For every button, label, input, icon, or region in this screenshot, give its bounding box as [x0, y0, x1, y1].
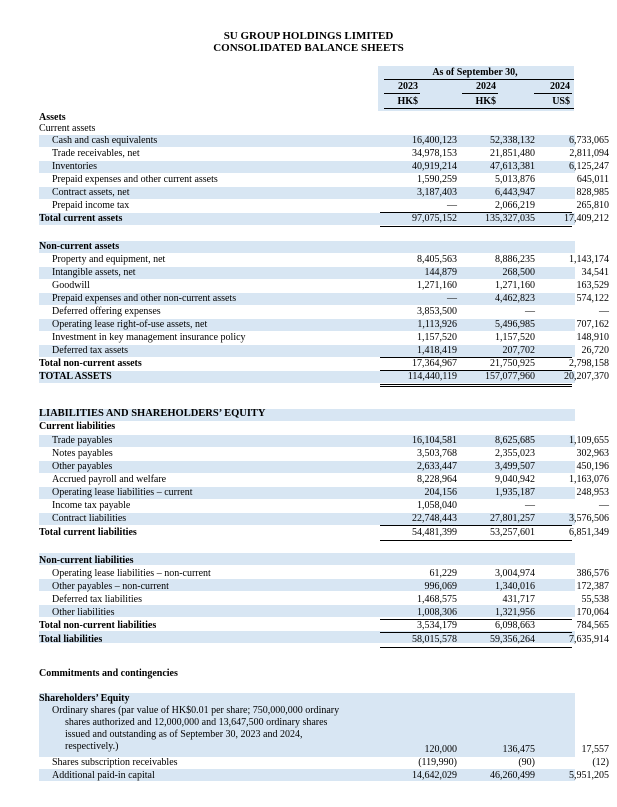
line-label: Operating lease liabilities – current	[52, 487, 193, 498]
line-item	[39, 174, 609, 186]
as-of-label: As of September 30,	[432, 67, 518, 78]
line-item	[39, 474, 609, 486]
value-2023: 1,590,259	[417, 174, 457, 185]
value-2024-hkd: 157,077,960	[485, 371, 535, 382]
value-2024-hkd: 46,260,499	[490, 770, 535, 781]
value-2024-usd: —	[599, 500, 609, 511]
value-2023: 3,503,768	[417, 448, 457, 459]
value-2024-usd: —	[599, 306, 609, 317]
line-label: LIABILITIES AND SHAREHOLDERS’ EQUITY	[39, 408, 266, 419]
currency-hkd-2023: HK$	[397, 96, 418, 107]
line-label: Other payables	[52, 461, 113, 472]
value-2024-hkd: 53,257,601	[490, 527, 535, 538]
value-2023: 144,879	[424, 267, 457, 278]
value-2024-hkd: 8,886,235	[495, 254, 535, 265]
value-2024-hkd: 9,040,942	[495, 474, 535, 485]
line-label: Total non-current liabilities	[39, 620, 157, 631]
line-label: Other payables – non-current	[52, 581, 169, 592]
ordinary-shares-line: issued and outstanding as of September 30, 2023 and 2024,	[65, 729, 303, 740]
line-label: Total non-current assets	[39, 358, 142, 369]
line-item	[39, 123, 575, 135]
value-2024-usd: 163,529	[576, 280, 609, 291]
company-name: SU GROUP HOLDINGS LIMITED	[223, 30, 394, 42]
line-label: Cash and cash equivalents	[52, 135, 158, 146]
line-item	[39, 527, 609, 539]
line-item	[39, 513, 609, 525]
line-item	[39, 135, 609, 147]
value-2024-usd: 1,109,655	[569, 435, 609, 446]
value-2023: 2,633,447	[417, 461, 457, 472]
value-2024-usd: 1,143,174	[569, 254, 609, 265]
value-2023: 58,015,578	[412, 634, 457, 645]
line-item	[39, 371, 609, 383]
value-2024-hkd: 2,066,219	[495, 200, 535, 211]
line-label: Non-current liabilities	[39, 555, 134, 566]
value-2023: 8,405,563	[417, 254, 457, 265]
line-label: Trade payables	[52, 435, 113, 446]
value-2024-hkd: 2,355,023	[495, 448, 535, 459]
value-2024-hkd: —	[525, 306, 535, 317]
line-item	[39, 581, 609, 593]
line-item	[39, 634, 609, 646]
line-item	[39, 306, 609, 318]
line-label: Prepaid expenses and other non-current assets	[52, 293, 237, 304]
value-2024-usd: 1,163,076	[569, 474, 609, 485]
value-2024-usd: 6,851,349	[569, 527, 609, 538]
line-item	[39, 213, 609, 225]
value-2024-usd: 302,963	[576, 448, 609, 459]
value-2024-usd: 5,951,205	[569, 770, 609, 781]
value-2024-usd: 172,387	[576, 581, 609, 592]
total-rule	[380, 540, 572, 541]
line-item	[39, 448, 609, 460]
line-label: Intangible assets, net	[52, 267, 136, 278]
line-label: Total liabilities	[39, 634, 103, 645]
line-item	[39, 668, 575, 680]
line-label: Non-current assets	[39, 241, 120, 252]
value-2024-usd: 2,811,094	[569, 148, 609, 159]
line-item	[39, 408, 575, 420]
total-rule	[380, 647, 572, 648]
year-underline-2	[462, 93, 498, 94]
value-2023: 1,008,306	[417, 607, 457, 618]
value-2024-hkd: 1,340,016	[495, 581, 535, 592]
year-2024-hkd: 2024	[476, 81, 496, 92]
value-2024-hkd: 47,613,381	[490, 161, 535, 172]
value-2024-usd: 784,565	[576, 620, 609, 631]
line-item	[39, 594, 609, 606]
line-label: Prepaid income tax	[52, 200, 130, 211]
value-2023: 61,229	[429, 568, 457, 579]
year-underline-1	[384, 93, 420, 94]
value-2023: 1,271,160	[417, 280, 457, 291]
value-2024-hkd: 207,702	[502, 345, 535, 356]
line-item	[39, 280, 609, 292]
value-2024-hkd: 3,499,507	[495, 461, 535, 472]
value-2024-usd: 707,162	[576, 319, 609, 330]
line-item	[39, 200, 609, 212]
value-2024-hkd: 268,500	[502, 267, 535, 278]
line-label: Commitments and contingencies	[39, 668, 178, 679]
line-item	[39, 241, 575, 253]
line-label: Deferred offering expenses	[52, 306, 161, 317]
line-label: Property and equipment, net	[52, 254, 166, 265]
value-2024-usd: 26,720	[581, 345, 609, 356]
value-2024-hkd: 1,157,520	[495, 332, 535, 343]
value-2024-hkd: (90)	[518, 757, 535, 768]
value-2024-hkd: 6,443,947	[495, 187, 535, 198]
currency-usd-2024: US$	[552, 96, 570, 107]
ordinary-shares-line: shares authorized and 12,000,000 and 13,647,500 ordinary shares	[65, 717, 328, 728]
line-label: Total current liabilities	[39, 527, 137, 538]
line-item	[39, 187, 609, 199]
value-2023: 16,400,123	[412, 135, 457, 146]
value-2023: 3,187,403	[417, 187, 457, 198]
line-item	[39, 500, 609, 512]
year-2023: 2023	[398, 81, 418, 92]
value-2024-usd: 645,011	[576, 174, 609, 185]
value-2024-hkd: 21,851,480	[490, 148, 535, 159]
value-2024-hkd: 3,004,974	[495, 568, 535, 579]
value-2024-hkd: 135,327,035	[485, 213, 535, 224]
value-2024-usd: 34,541	[581, 267, 609, 278]
value-2023: —	[447, 293, 457, 304]
line-label: Assets	[39, 112, 66, 123]
currency-hkd-2024: HK$	[475, 96, 496, 107]
value-2023: 3,853,500	[417, 306, 457, 317]
line-item	[39, 620, 609, 632]
value-2024-usd: 265,810	[576, 200, 609, 211]
value-2024-usd: 7,635,914	[569, 634, 609, 645]
value-2024-hkd: 1,935,187	[495, 487, 535, 498]
line-label: Current assets	[39, 123, 96, 134]
line-item	[39, 161, 609, 173]
value-2023: 16,104,581	[412, 435, 457, 446]
total-rule	[380, 226, 572, 227]
value-2024-usd: 450,196	[576, 461, 609, 472]
line-label: Notes payables	[52, 448, 113, 459]
value-2024-usd: 170,064	[576, 607, 609, 618]
line-label: Income tax payable	[52, 500, 131, 511]
line-label: Other liabilities	[52, 607, 115, 618]
year-underline-3	[534, 93, 572, 94]
value-2024-hkd: 52,338,132	[490, 135, 535, 146]
value-2024-hkd: 4,462,823	[495, 293, 535, 304]
line-label: Contract liabilities	[52, 513, 127, 524]
line-item	[39, 267, 609, 279]
value-2023: 17,364,967	[412, 358, 457, 369]
value-2023: 1,468,575	[417, 594, 457, 605]
line-item	[39, 757, 609, 769]
value-2023: 120,000	[424, 744, 457, 755]
value-2024-usd: 248,953	[576, 487, 609, 498]
line-label: Investment in key management insurance policy	[52, 332, 246, 343]
line-label: Operating lease right-of-use assets, net	[52, 319, 208, 330]
line-item	[39, 693, 575, 705]
value-2023: 54,481,399	[412, 527, 457, 538]
value-2024-usd: 17,557	[581, 744, 609, 755]
value-2024-hkd: 1,321,956	[495, 607, 535, 618]
value-2024-hkd: 27,801,257	[490, 513, 535, 524]
statement-title: CONSOLIDATED BALANCE SHEETS	[213, 42, 404, 54]
line-item	[39, 358, 609, 370]
value-2023: 40,919,214	[412, 161, 457, 172]
value-2023: 14,642,029	[412, 770, 457, 781]
currency-underline	[384, 108, 574, 109]
line-item	[39, 568, 609, 580]
ordinary-shares-values	[39, 744, 609, 756]
value-2023: —	[447, 200, 457, 211]
ordinary-shares-line: respectively.)	[65, 741, 119, 752]
value-2024-hkd: 1,271,160	[495, 280, 535, 291]
line-item	[39, 461, 609, 473]
value-2023: 22,748,443	[412, 513, 457, 524]
value-2024-usd: 6,125,247	[569, 161, 609, 172]
line-item	[39, 345, 609, 357]
line-label: Trade receivables, net	[52, 148, 140, 159]
value-2023: 3,534,179	[417, 620, 457, 631]
line-item	[39, 435, 609, 447]
value-2024-usd: 55,538	[581, 594, 609, 605]
value-2023: 1,418,419	[417, 345, 457, 356]
value-2023: 1,058,040	[417, 500, 457, 511]
value-2023: 114,440,119	[407, 371, 457, 382]
subtotal-rule	[380, 525, 572, 526]
value-2024-hkd: 21,750,925	[490, 358, 535, 369]
line-label: Operating lease liabilities – non-current	[52, 568, 211, 579]
value-2024-usd: 574,122	[576, 293, 609, 304]
line-item	[39, 254, 609, 266]
value-2024-usd: 3,576,506	[569, 513, 609, 524]
value-2024-usd: 17,409,212	[564, 213, 609, 224]
value-2024-usd: 20,207,370	[564, 371, 609, 382]
value-2023: 996,069	[424, 581, 457, 592]
line-item	[39, 607, 609, 619]
value-2023: 34,978,153	[412, 148, 457, 159]
line-item	[39, 148, 609, 160]
line-label: Contract assets, net	[52, 187, 130, 198]
line-label: Accrued payroll and welfare	[52, 474, 167, 485]
line-item	[39, 319, 609, 331]
value-2024-hkd: 6,098,663	[495, 620, 535, 631]
value-2023: 1,157,520	[417, 332, 457, 343]
line-label: Shares subscription receivables	[52, 757, 178, 768]
line-label: Total current assets	[39, 213, 123, 224]
value-2024-hkd: —	[525, 500, 535, 511]
line-label: Deferred tax liabilities	[52, 594, 142, 605]
value-2024-hkd: 136,475	[502, 744, 535, 755]
value-2024-usd: 386,576	[576, 568, 609, 579]
year-2024-usd: 2024	[550, 81, 570, 92]
value-2024-hkd: 59,356,264	[490, 634, 535, 645]
subtotal-rule	[380, 632, 572, 633]
value-2024-usd: 6,733,065	[569, 135, 609, 146]
ordinary-shares-line: Ordinary shares (par value of HK$0.01 per share; 750,000,000 ordinary	[52, 705, 340, 716]
value-2023: 1,113,926	[417, 319, 457, 330]
line-label: Shareholders’ Equity	[39, 693, 130, 704]
grand-total-double-rule	[380, 384, 572, 387]
value-2023: (119,990)	[418, 757, 457, 768]
value-2024-hkd: 431,717	[502, 594, 535, 605]
value-2024-usd: 828,985	[576, 187, 609, 198]
value-2024-hkd: 5,013,876	[495, 174, 535, 185]
line-item	[39, 770, 609, 782]
value-2024-usd: 148,910	[576, 332, 609, 343]
line-item	[39, 332, 609, 344]
line-item	[39, 487, 609, 499]
value-2024-hkd: 5,496,985	[495, 319, 535, 330]
value-2024-usd: 2,798,158	[569, 358, 609, 369]
as-of-underline	[384, 79, 574, 80]
value-2023: 97,075,152	[412, 213, 457, 224]
line-label: Additional paid-in capital	[52, 770, 155, 781]
line-label: Inventories	[52, 161, 97, 172]
value-2023: 204,156	[424, 487, 457, 498]
value-2024-usd: (12)	[592, 757, 609, 768]
line-label: Prepaid expenses and other current assets	[52, 174, 218, 185]
line-label: Deferred tax assets	[52, 345, 129, 356]
line-label: Current liabilities	[39, 421, 116, 432]
value-2023: 8,228,964	[417, 474, 457, 485]
value-2024-hkd: 8,625,685	[495, 435, 535, 446]
line-label: TOTAL ASSETS	[39, 371, 112, 382]
line-label: Goodwill	[52, 280, 90, 291]
line-item	[39, 555, 575, 567]
line-item	[39, 421, 575, 433]
line-item	[39, 293, 609, 305]
